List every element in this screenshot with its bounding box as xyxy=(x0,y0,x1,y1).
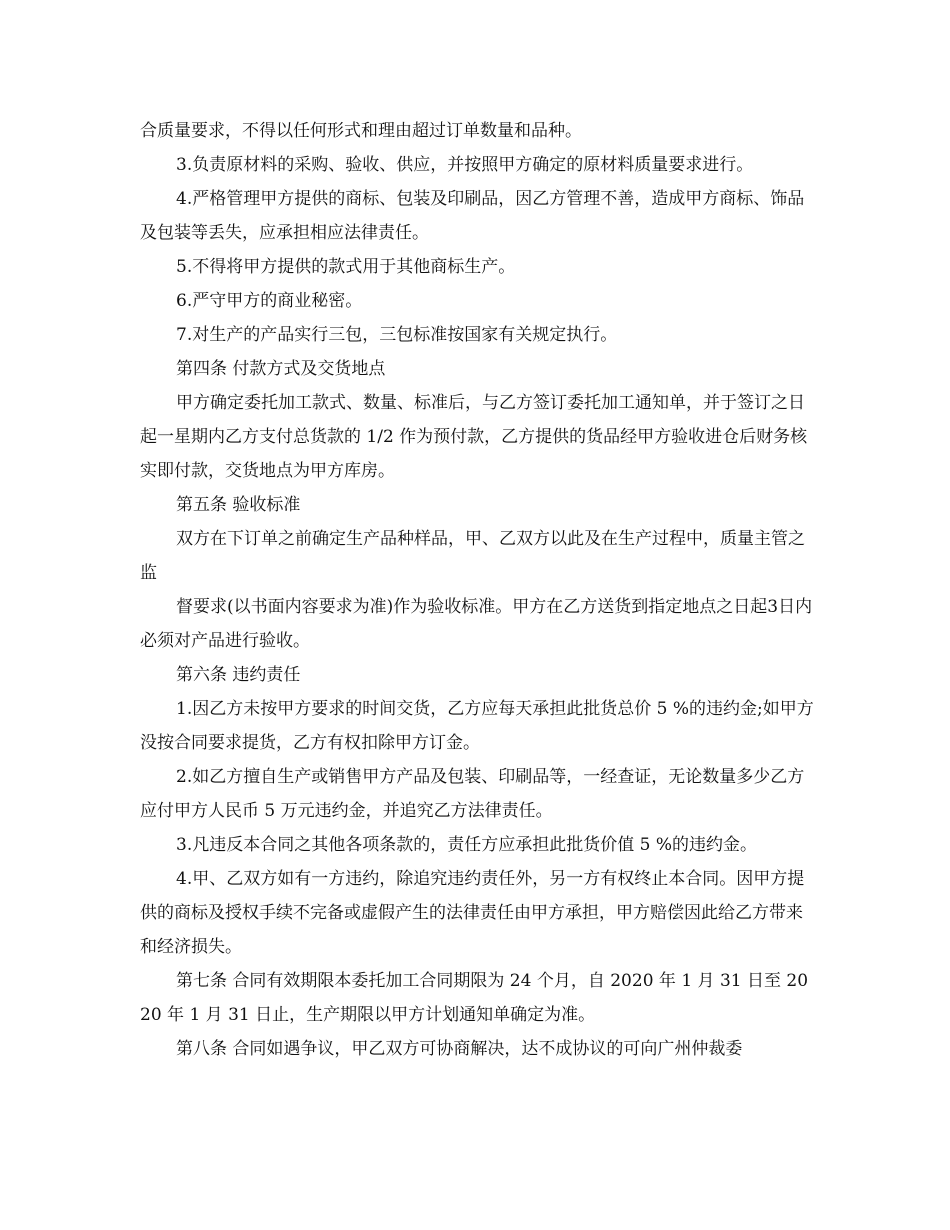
article-6-item-1: 1.因乙方未按甲方要求的时间交货，乙方应每天承担此批货总价 5 %的违约金;如甲方没按合同要求提货，乙方有权扣除甲方订金。 xyxy=(140,699,814,753)
article-8: 第八条 合同如遇争议，甲乙双方可协商解决，达不成协议的可向广州仲裁委 xyxy=(176,1039,743,1059)
clause-item-3: 3.负责原材料的采购、验收、供应，并按照甲方确定的原材料质量要求进行。 xyxy=(176,155,754,175)
article-6-item-4: 4.甲、乙双方如有一方违约，除追究违约责任外，另一方有权终止本合同。因甲方提供的商标及授权手续不完备或虚假产生的法律责任由甲方承担，甲方赔偿因此给乙方带来和经济损失。 xyxy=(140,869,805,957)
clause-item-6: 6.严守甲方的商业秘密。 xyxy=(176,291,363,311)
clause-item-4: 4.严格管理甲方提供的商标、包装及印刷品，因乙方管理不善，造成甲方商标、饰品及包装等丢失，应承担相应法律责任。 xyxy=(140,189,805,243)
article-5-heading: 第五条 验收标准 xyxy=(176,495,301,515)
document-body xyxy=(140,114,816,1066)
article-4-heading: 第四条 付款方式及交货地点 xyxy=(176,359,386,379)
article-6-item-2: 2.如乙方擅自生产或销售甲方产品及包装、印刷品等，一经查证，无论数量多少乙方应付甲方人民币 5 万元违约金，并追究乙方法律责任。 xyxy=(140,767,805,821)
article-6-item-3: 3.凡违反本合同之其他各项条款的，责任方应承担此批货价值 5 %的违约金。 xyxy=(176,835,757,855)
article-7: 第七条 合同有效期限本委托加工合同期限为 24 个月，自 2020 年 1 月 31 日至 2020 年 1 月 31 日止，生产期限以甲方计划通知单确定为准。 xyxy=(140,971,809,1025)
article-5-body-part2: 督要求(以书面内容要求为准)作为验收标准。甲方在乙方送货到指定地点之日起3日内必须对产品进行验收。 xyxy=(140,597,813,651)
paragraph-quality-continuation: 合质量要求，不得以任何形式和理由超过订单数量和品种。 xyxy=(140,121,582,141)
clause-item-7: 7.对生产的产品实行三包，三包标准按国家有关规定执行。 xyxy=(176,325,618,345)
article-6-heading: 第六条 违约责任 xyxy=(176,665,301,685)
article-5-body-part1: 双方在下订单之前确定生产品种样品，甲、乙双方以此及在生产过程中，质量主管之监 xyxy=(140,529,805,583)
article-4-body: 甲方确定委托加工款式、数量、标准后，与乙方签订委托加工通知单，并于签订之日起一星期内乙方支付总货款的 1/2 作为预付款，乙方提供的货品经甲方验收进仓后财务核实即付款，交货地点为甲方库房。 xyxy=(140,393,808,481)
clause-item-5: 5.不得将甲方提供的款式用于其他商标生产。 xyxy=(176,257,516,277)
